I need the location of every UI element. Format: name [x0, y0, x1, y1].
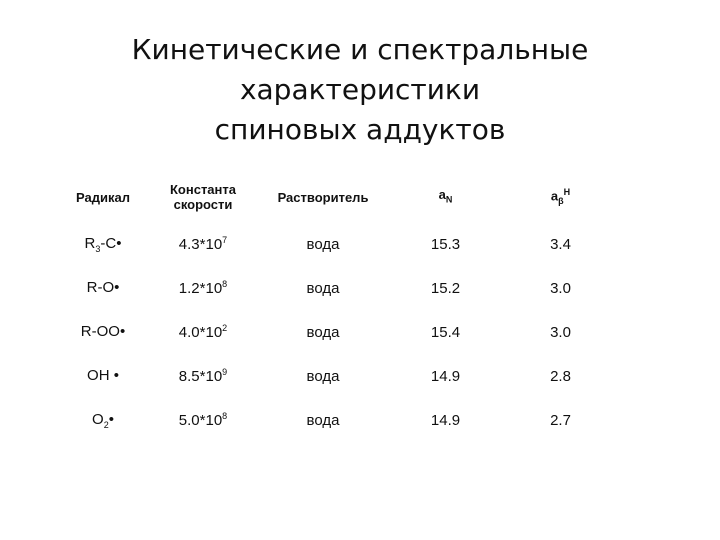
cell-abH: 3.0 [550, 279, 571, 297]
header-row [58, 172, 618, 222]
slide-title-line-1: Кинетические и спектральные характеристики [131, 33, 589, 106]
header-aN-sub: N [445, 194, 453, 205]
slide-title [20, 30, 700, 150]
table-row [58, 398, 618, 442]
table-row [58, 310, 618, 354]
radical-main: O [92, 410, 104, 428]
rate-constant-exponent: 7 [222, 235, 228, 245]
radical-sub: 2 [103, 419, 109, 430]
rate-constant-mantissa: 4.0*10 [178, 324, 223, 341]
rate-constant-exponent: 8 [222, 411, 228, 421]
header-aN-main: a [438, 186, 446, 202]
cell-aN: 14.9 [430, 367, 461, 385]
radical-main: R-O• [86, 278, 120, 296]
cell-solvent: вода [306, 235, 340, 253]
cell-radical [58, 310, 148, 354]
header-abH-sub: β [558, 195, 564, 206]
spin-adducts-table [58, 172, 618, 442]
radical-tail: • [108, 410, 114, 428]
cell-solvent: вода [306, 323, 340, 341]
cell-radical [58, 222, 148, 266]
cell-solvent: вода [306, 411, 340, 429]
cell-radical [58, 398, 148, 442]
cell-solvent: вода [306, 279, 340, 297]
header-abH-sup: H [563, 187, 571, 198]
table-row [58, 222, 618, 266]
radical-main: R [84, 234, 96, 252]
radical-main: R-OO• [80, 322, 126, 340]
cell-aN: 14.9 [430, 411, 461, 429]
rate-constant-exponent: 8 [222, 279, 228, 289]
header-rate-constant [148, 172, 258, 222]
header-abH-main: a [550, 188, 559, 204]
header-rate-constant-line-2: скорости [173, 197, 233, 212]
cell-rate-constant [148, 310, 258, 354]
header-rate-constant-line-1: Константа [169, 182, 236, 197]
header-abH [503, 172, 618, 222]
header-radical: Радикал [76, 189, 130, 205]
table-body [58, 222, 618, 442]
table-header [58, 172, 618, 222]
table-row [58, 354, 618, 398]
rate-constant-exponent: 9 [222, 367, 228, 377]
header-solvent: Растворитель [277, 189, 369, 205]
cell-rate-constant [148, 354, 258, 398]
cell-radical [58, 354, 148, 398]
cell-aN: 15.4 [430, 323, 461, 341]
radical-sub: 3 [95, 243, 101, 254]
cell-aN: 15.2 [430, 279, 461, 297]
cell-rate-constant [148, 398, 258, 442]
header-aN [388, 172, 503, 222]
cell-abH: 2.7 [550, 411, 571, 429]
radical-main: OH • [87, 366, 119, 384]
rate-constant-exponent: 2 [222, 323, 228, 333]
rate-constant-mantissa: 8.5*10 [178, 368, 223, 385]
cell-abH: 2.8 [550, 367, 571, 385]
radical-tail: -C• [100, 234, 122, 252]
cell-aN: 15.3 [430, 235, 461, 253]
rate-constant-mantissa: 5.0*10 [178, 412, 223, 429]
cell-rate-constant [148, 222, 258, 266]
rate-constant-mantissa: 1.2*10 [178, 280, 223, 297]
cell-solvent: вода [306, 367, 340, 385]
cell-abH: 3.0 [550, 323, 571, 341]
rate-constant-mantissa: 4.3*10 [178, 236, 223, 253]
slide-title-line-2: спиновых аддуктов [214, 113, 506, 146]
cell-abH: 3.4 [550, 235, 571, 253]
cell-radical [58, 266, 148, 310]
cell-rate-constant [148, 266, 258, 310]
table-row [58, 266, 618, 310]
